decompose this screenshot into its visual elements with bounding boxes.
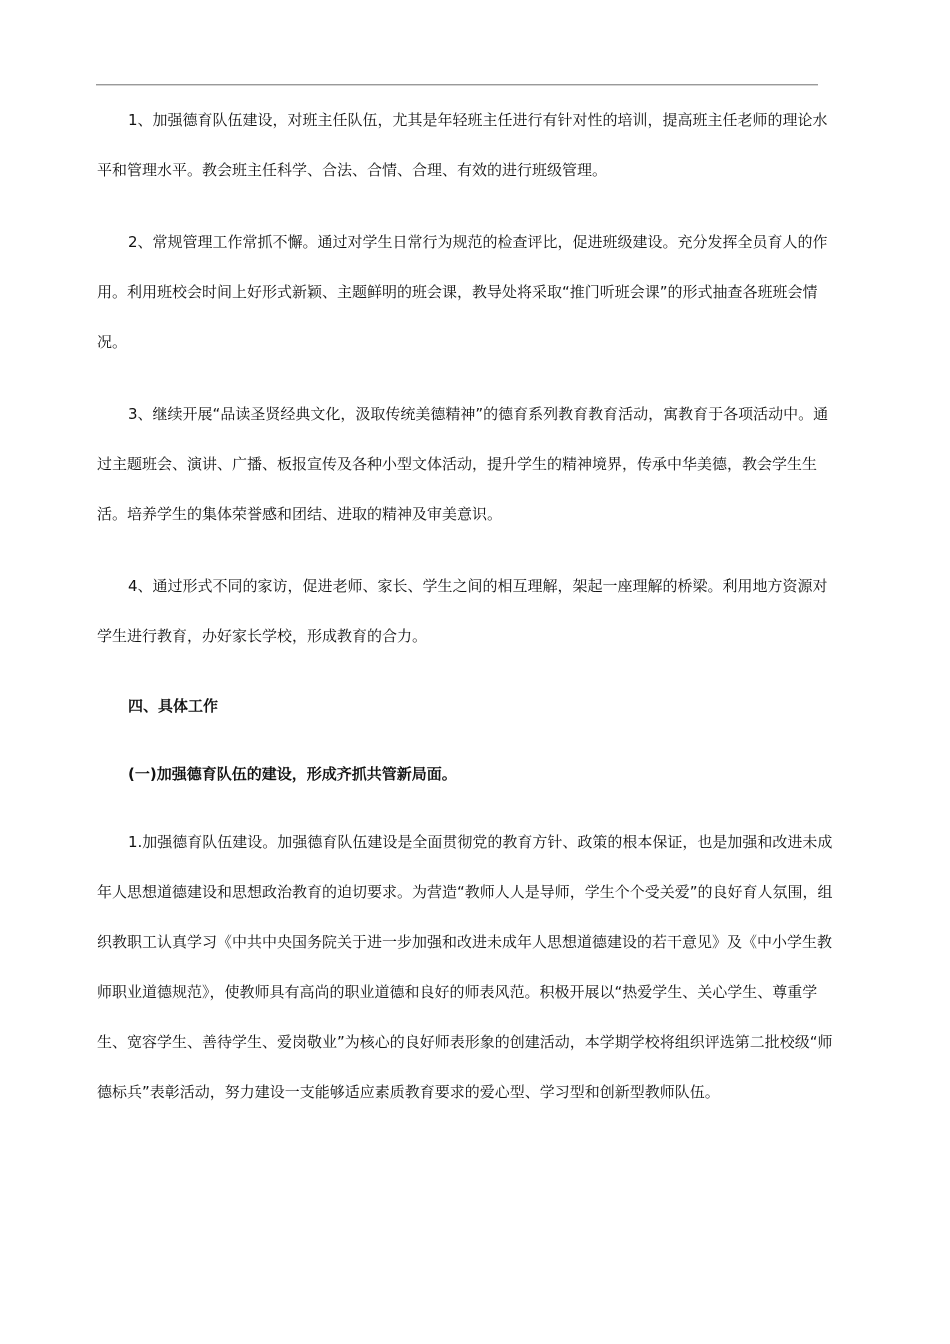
header-rule — [96, 84, 818, 86]
section-heading: 四、具体工作 — [128, 697, 219, 715]
paragraph-1: 1、加强德育队伍建设，对班主任队伍，尤其是年轻班主任进行有针对性的培训，提高班主任老师的理论水平和管理水平。教会班主任科学、合法、合情、合理、有效的进行班级管理。 — [97, 111, 828, 179]
paragraph-4: 4、通过形式不同的家访，促进老师、家长、学生之间的相互理解，架起一座理解的桥梁。利用地方资源对学生进行教育，办好家长学校，形成教育的合力。 — [97, 577, 828, 645]
paragraph-3: 3、继续开展“品读圣贤经典文化，汲取传统美德精神”的德育系列教育教育活动，寓教育于各项活动中。通过主题班会、演讲、广播、板报宣传及各种小型文体活动，提升学生的精神境界，传承中华美德，教会学生生活。培养学生的集体荣誉感和团结、进取的精神及审美意识。 — [97, 405, 829, 523]
paragraph-2: 2、常规管理工作常抓不懈。通过对学生日常行为规范的检查评比，促进班级建设。充分发挥全员育人的作用。利用班校会时间上好形式新颖、主题鲜明的班会课，教导处将采取“推门听班会课”的形式抽查各班班会情况。 — [97, 233, 828, 351]
document-body — [97, 95, 835, 1117]
subsection-heading: (一)加强德育队伍的建设，形成齐抓共管新局面。 — [128, 765, 457, 783]
body-paragraph: 1.加强德育队伍建设。加强德育队伍建设是全面贯彻党的教育方针、政策的根本保证，也是加强和改进未成年人思想道德建设和思想政治教育的迫切要求。为营造“教师人人是导师，学生个个受关爱”的良好育人氛围，组织教职工认真学习《中共中央国务院关于进一步加强和改进未成年人思想道德建设的若干意见》及《中小学生教师职业道德规范》，使教师具有高尚的职业道德和良好的师表风范。积极开展以“热爱学生、关心学生、尊重学生、宽容学生、善待学生、爱岗敬业”为核心的良好师表形象的创建活动，本学期学校将组织评选第二批校级“师德标兵”表彰活动，努力建设一支能够适应素质教育要求的爱心型、学习型和创新型教师队伍。 — [97, 833, 833, 1101]
